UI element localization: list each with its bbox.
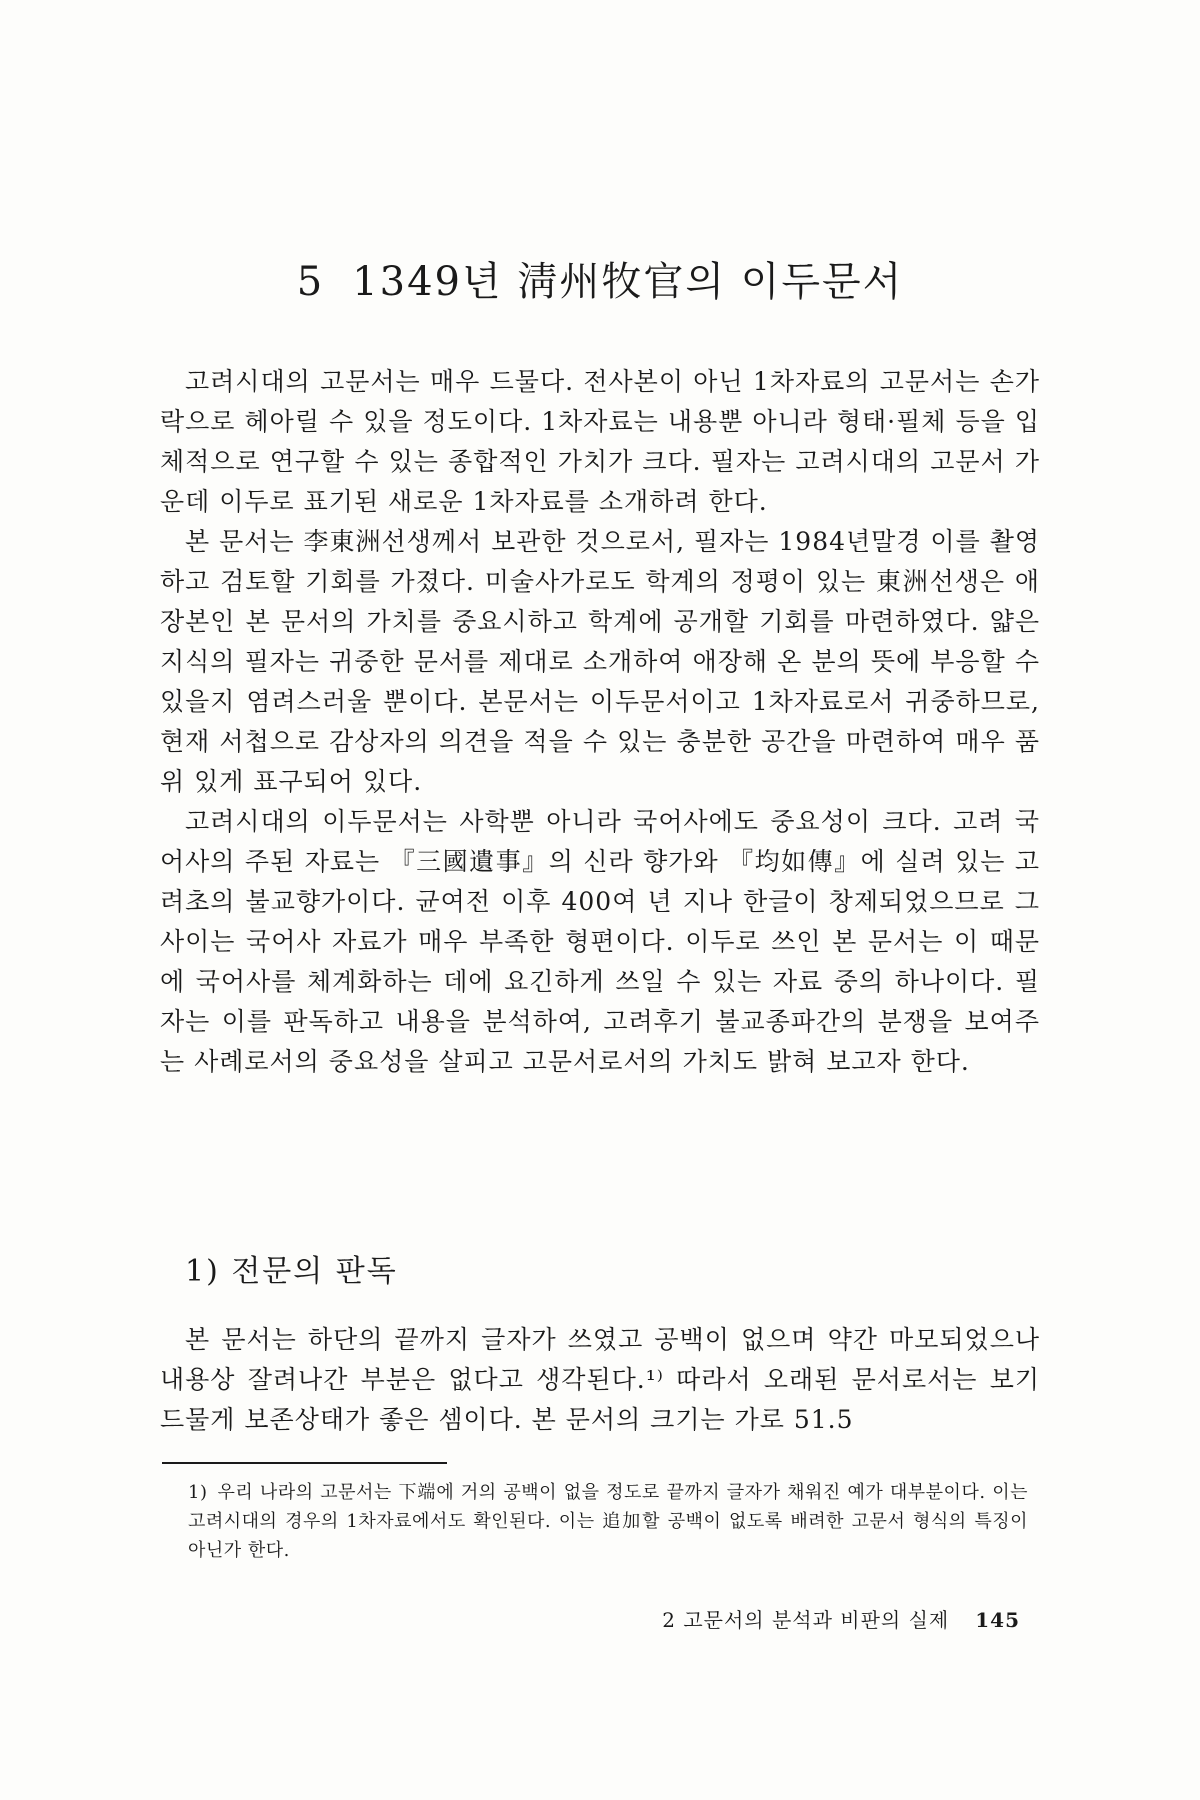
intro-paragraph: 본 문서는 李東洲선생께서 보관한 것으로서, 필자는 1984년말경 이를 촬영하고 검토할 기회를 가졌다. 미술사가로도 학계의 정평이 있는 東洲선생은 애장본인 본 문서의 가치를 중요시하고 학계에 공개할 기회를 마련하였다. 얇은 지식의 필자는 귀중한 문서를 제대로 소개하여 애장해 온 분의 뜻에 부응할 수 있을지 염려스러울 뿐이다. 본문서는 이두문서이고 1차자료로서 귀중하므로, 현재 서첩으로 감상자의 의견을 적을 수 있는 충분한 공간을 마련하여 매우 품위 있게 표구되어 있다. <box>160 527 1040 796</box>
chapter-number: 5 <box>296 259 325 305</box>
chapter-title-text: 1349년 淸州牧官의 이두문서 <box>352 259 904 305</box>
section-heading: 1) 전문의 판독 <box>185 1254 398 1289</box>
intro-paragraph: 고려시대의 이두문서는 사학뿐 아니라 국어사에도 중요성이 크다. 고려 국어사의 주된 자료는 『三國遺事』의 신라 향가와 『均如傳』에 실려 있는 고려초의 불교향가이다. 균여전 이후 400여 년 지나 한글이 창제되었으므로 그 사이는 국어사 자료가 매우 부족한 형편이다. 이두로 쓰인 본 문서는 이 때문에 국어사를 체계화하는 데에 요긴하게 쓰일 수 있는 자료 중의 하나이다. 필자는 이를 판독하고 내용을 분석하여, 고려후기 불교종파간의 분쟁을 보여주는 사례로서의 중요성을 살피고 고문서로서의 가치도 밝혀 보고자 한다. <box>160 807 1040 1076</box>
footnote <box>188 1478 1028 1565</box>
footnote-text: 우리 나라의 고문서는 下端에 거의 공백이 없을 정도로 끝까지 글자가 채워진 예가 대부분이다. 이는 고려시대의 경우의 1차자료에서도 확인된다. 이는 追加할 공백이 없도록 배려한 고문서 형식의 특징이 아닌가 한다. <box>188 1482 1028 1561</box>
section-text <box>160 1320 1040 1440</box>
page-number: 145 <box>975 1608 1020 1632</box>
intro-text <box>160 362 1040 1082</box>
running-footer <box>0 1604 1020 1633</box>
chapter-title <box>0 250 1200 307</box>
section-paragraph: 본 문서는 하단의 끝까지 글자가 쓰였고 공백이 없으며 약간 마모되었으나 내용상 잘려나간 부분은 없다고 생각된다.¹⁾ 따라서 오래된 문서로서는 보기 드물게 보존상태가 좋은 셈이다. 본 문서의 크기는 가로 51.5 <box>160 1325 1040 1434</box>
footnote-mark: 1) <box>188 1482 208 1503</box>
footnote-divider <box>162 1462 447 1464</box>
running-title: 2 고문서의 분석과 비판의 실제 <box>662 1608 950 1632</box>
intro-paragraph: 고려시대의 고문서는 매우 드물다. 전사본이 아닌 1차자료의 고문서는 손가락으로 헤아릴 수 있을 정도이다. 1차자료는 내용뿐 아니라 형태·필체 등을 입체적으로 연구할 수 있는 종합적인 가치가 크다. 필자는 고려시대의 고문서 가운데 이두로 표기된 새로운 1차자료를 소개하려 한다. <box>160 367 1040 516</box>
